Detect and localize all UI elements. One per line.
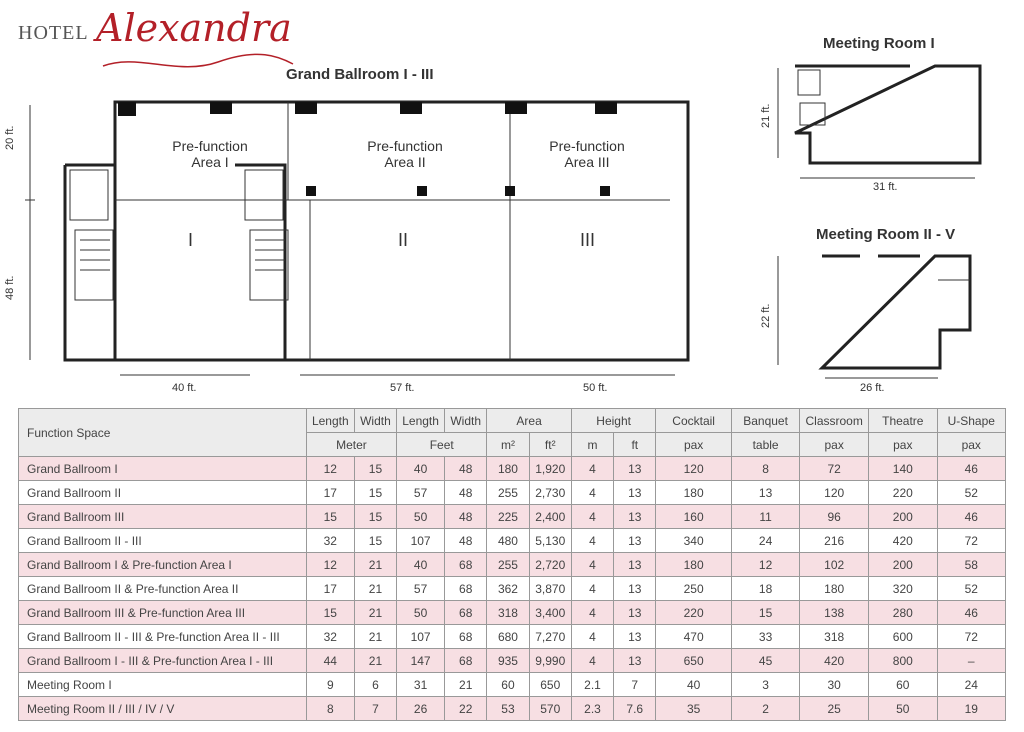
table-cell: 21 [445,673,487,697]
table-cell: 362 [487,577,529,601]
table-cell: 340 [656,529,731,553]
header-width-m: Width [354,409,396,433]
table-cell: 255 [487,553,529,577]
prefunction-area-1-label: Pre-function Area I [172,138,248,170]
table-cell: 120 [656,457,731,481]
table-cell: 72 [937,625,1006,649]
table-cell: 48 [445,457,487,481]
grand-ballroom-title: Grand Ballroom I - III [286,66,434,83]
unit-theatre: pax [869,433,937,457]
table-cell: 4 [571,457,613,481]
table-cell: 15 [354,505,396,529]
table-cell: 57 [397,481,445,505]
unit-cocktail: pax [656,433,731,457]
table-cell: 53 [487,697,529,721]
table-cell: 2,400 [529,505,571,529]
dim-22ft: 22 ft. [760,303,772,328]
table-cell: 32 [306,625,354,649]
table-cell: 21 [354,625,396,649]
room-2-label: II [398,230,409,250]
table-cell: 30 [800,673,869,697]
table-row [19,457,1006,481]
function-space-name: Grand Ballroom I [19,457,307,481]
table-cell: 21 [354,649,396,673]
table-row [19,697,1006,721]
table-cell: 2 [731,697,799,721]
table-cell: 3 [731,673,799,697]
table-cell: 25 [800,697,869,721]
table-row [19,505,1006,529]
table-cell: 50 [397,505,445,529]
table-cell: 138 [800,601,869,625]
table-row [19,649,1006,673]
table-cell: 17 [306,481,354,505]
table-cell: 24 [937,673,1006,697]
table-cell: 40 [397,457,445,481]
table-cell: 180 [487,457,529,481]
table-cell: 200 [869,505,937,529]
function-space-name: Grand Ballroom III & Pre-function Area III [19,601,307,625]
table-cell: 46 [937,601,1006,625]
function-space-name: Grand Ballroom II & Pre-function Area II [19,577,307,601]
table-cell: 9,990 [529,649,571,673]
table-cell: 160 [656,505,731,529]
table-cell: 4 [571,481,613,505]
function-space-name: Meeting Room I [19,673,307,697]
function-space-name: Grand Ballroom II - III [19,529,307,553]
unit-m: m [571,433,613,457]
table-row [19,625,1006,649]
meeting-room-1-floorplan [770,58,990,198]
table-row [19,481,1006,505]
table-cell: 40 [656,673,731,697]
table-cell: 72 [937,529,1006,553]
table-cell: 12 [306,457,354,481]
table-cell: 32 [306,529,354,553]
dim-40ft: 40 ft. [172,382,197,394]
header-banquet: Banquet [731,409,799,433]
table-cell: 7,270 [529,625,571,649]
header-width-ft: Width [445,409,487,433]
hotel-logo [18,6,292,76]
header-function-space: Function Space [19,409,307,457]
table-cell: 280 [869,601,937,625]
table-cell: 147 [397,649,445,673]
dim-50ft: 50 ft. [583,382,608,394]
table-cell: 96 [800,505,869,529]
table-cell: 7 [614,673,656,697]
table-cell: 24 [731,529,799,553]
dim-21ft: 21 ft. [760,103,772,128]
prefunction-area-2-label: Pre-function Area II [367,138,443,170]
dim-26ft: 26 ft. [860,382,885,394]
table-cell: 4 [571,505,613,529]
table-cell: 216 [800,529,869,553]
table-cell: 15 [306,505,354,529]
table-cell: 21 [354,601,396,625]
table-cell: 45 [731,649,799,673]
table-cell: 13 [614,505,656,529]
table-cell: 13 [614,529,656,553]
table-cell: 31 [397,673,445,697]
table-cell: 50 [869,697,937,721]
logo-hotel-text: HOTEL [18,22,89,44]
table-row [19,529,1006,553]
header-cocktail: Cocktail [656,409,731,433]
table-cell: 48 [445,529,487,553]
table-cell: 40 [397,553,445,577]
prefunction-area-3-label: Pre-function Area III [549,138,625,170]
meeting-room-1-title: Meeting Room I [823,35,935,52]
table-cell: 15 [306,601,354,625]
table-cell: 8 [731,457,799,481]
table-cell: 680 [487,625,529,649]
header-height: Height [571,409,656,433]
table-cell: 48 [445,505,487,529]
table-cell: 4 [571,553,613,577]
table-cell: 15 [354,481,396,505]
table-cell: 255 [487,481,529,505]
dim-48ft: 48 ft. [4,275,16,300]
table-cell: 570 [529,697,571,721]
unit-classroom: pax [800,433,869,457]
table-cell: 180 [656,553,731,577]
table-cell: 4 [571,529,613,553]
logo-script-text: Alexandra [96,6,292,50]
table-cell: 470 [656,625,731,649]
table-cell: 15 [731,601,799,625]
table-cell: 180 [800,577,869,601]
unit-ft: ft [614,433,656,457]
table-cell: 3,400 [529,601,571,625]
table-cell: 68 [445,601,487,625]
dim-57ft: 57 ft. [390,382,415,394]
room-3-label: III [580,230,596,250]
table-row [19,553,1006,577]
table-cell: 68 [445,649,487,673]
table-cell: 107 [397,529,445,553]
table-cell: 9 [306,673,354,697]
table-cell: 7.6 [614,697,656,721]
header-length-m: Length [306,409,354,433]
table-cell: 5,130 [529,529,571,553]
table-cell: 35 [656,697,731,721]
table-cell: 52 [937,577,1006,601]
table-cell: 13 [614,625,656,649]
table-cell: 4 [571,649,613,673]
table-cell: 13 [614,649,656,673]
table-cell: 3,870 [529,577,571,601]
meeting-room-2-5-floorplan [770,250,990,390]
function-space-name: Grand Ballroom I - III & Pre-function Area I - III [19,649,307,673]
table-cell: 420 [800,649,869,673]
table-cell: 2,730 [529,481,571,505]
table-cell: 1,920 [529,457,571,481]
table-cell: 220 [869,481,937,505]
table-cell: 8 [306,697,354,721]
table-cell: 15 [354,529,396,553]
header-classroom: Classroom [800,409,869,433]
table-cell: 57 [397,577,445,601]
table-cell: 72 [800,457,869,481]
unit-m2: m² [487,433,529,457]
header-ushape: U-Shape [937,409,1006,433]
table-cell: 11 [731,505,799,529]
table-cell: 60 [869,673,937,697]
table-cell: 48 [445,481,487,505]
table-cell: 22 [445,697,487,721]
table-row [19,577,1006,601]
function-space-name: Grand Ballroom I & Pre-function Area I [19,553,307,577]
unit-banquet: table [731,433,799,457]
header-length-ft: Length [397,409,445,433]
table-cell: 7 [354,697,396,721]
table-cell: 12 [306,553,354,577]
table-cell: 935 [487,649,529,673]
table-cell: 4 [571,601,613,625]
table-cell: 50 [397,601,445,625]
table-cell: 480 [487,529,529,553]
table-cell: 18 [731,577,799,601]
table-cell: 13 [614,553,656,577]
table-cell: 600 [869,625,937,649]
table-cell: 6 [354,673,396,697]
table-cell: 2,720 [529,553,571,577]
header-area: Area [487,409,572,433]
table-cell: 420 [869,529,937,553]
table-cell: 13 [614,481,656,505]
table-header-row-1 [19,409,1006,433]
table-cell: 200 [869,553,937,577]
table-cell: 650 [656,649,731,673]
table-cell: 68 [445,625,487,649]
table-cell: 13 [731,481,799,505]
meeting-room-2-5-title: Meeting Room II - V [816,226,956,243]
unit-meter: Meter [306,433,396,457]
unit-feet: Feet [397,433,487,457]
table-cell: 68 [445,553,487,577]
capacity-table [18,408,1006,721]
table-cell: 13 [614,601,656,625]
dim-31ft: 31 ft. [873,181,898,193]
table-cell: 26 [397,697,445,721]
table-cell: 68 [445,577,487,601]
table-cell: 650 [529,673,571,697]
table-cell: 17 [306,577,354,601]
room-1-label: I [188,230,194,250]
table-cell: 180 [656,481,731,505]
table-cell: 13 [614,457,656,481]
table-row [19,601,1006,625]
table-cell: 800 [869,649,937,673]
unit-ushape: pax [937,433,1006,457]
table-cell: 21 [354,577,396,601]
table-cell: 46 [937,505,1006,529]
table-cell: 46 [937,457,1006,481]
header-theatre: Theatre [869,409,937,433]
table-cell: 2.1 [571,673,613,697]
table-cell: – [937,649,1006,673]
table-cell: 318 [800,625,869,649]
table-cell: 320 [869,577,937,601]
table-cell: 102 [800,553,869,577]
table-cell: 120 [800,481,869,505]
table-cell: 52 [937,481,1006,505]
table-cell: 12 [731,553,799,577]
table-cell: 21 [354,553,396,577]
table-cell: 60 [487,673,529,697]
table-cell: 58 [937,553,1006,577]
table-cell: 4 [571,577,613,601]
table-cell: 140 [869,457,937,481]
table-cell: 44 [306,649,354,673]
table-row [19,673,1006,697]
unit-ft2: ft² [529,433,571,457]
table-cell: 107 [397,625,445,649]
table-cell: 250 [656,577,731,601]
grand-ballroom-floorplan [20,90,700,400]
dim-20ft: 20 ft. [4,125,16,150]
table-cell: 15 [354,457,396,481]
table-cell: 13 [614,577,656,601]
table-cell: 33 [731,625,799,649]
function-space-name: Meeting Room II / III / IV / V [19,697,307,721]
table-cell: 220 [656,601,731,625]
function-space-name: Grand Ballroom III [19,505,307,529]
table-cell: 4 [571,625,613,649]
table-cell: 225 [487,505,529,529]
function-space-name: Grand Ballroom II [19,481,307,505]
table-cell: 2.3 [571,697,613,721]
table-cell: 19 [937,697,1006,721]
logo-flourish-icon [98,48,298,78]
table-cell: 318 [487,601,529,625]
function-space-name: Grand Ballroom II - III & Pre-function Area II - III [19,625,307,649]
